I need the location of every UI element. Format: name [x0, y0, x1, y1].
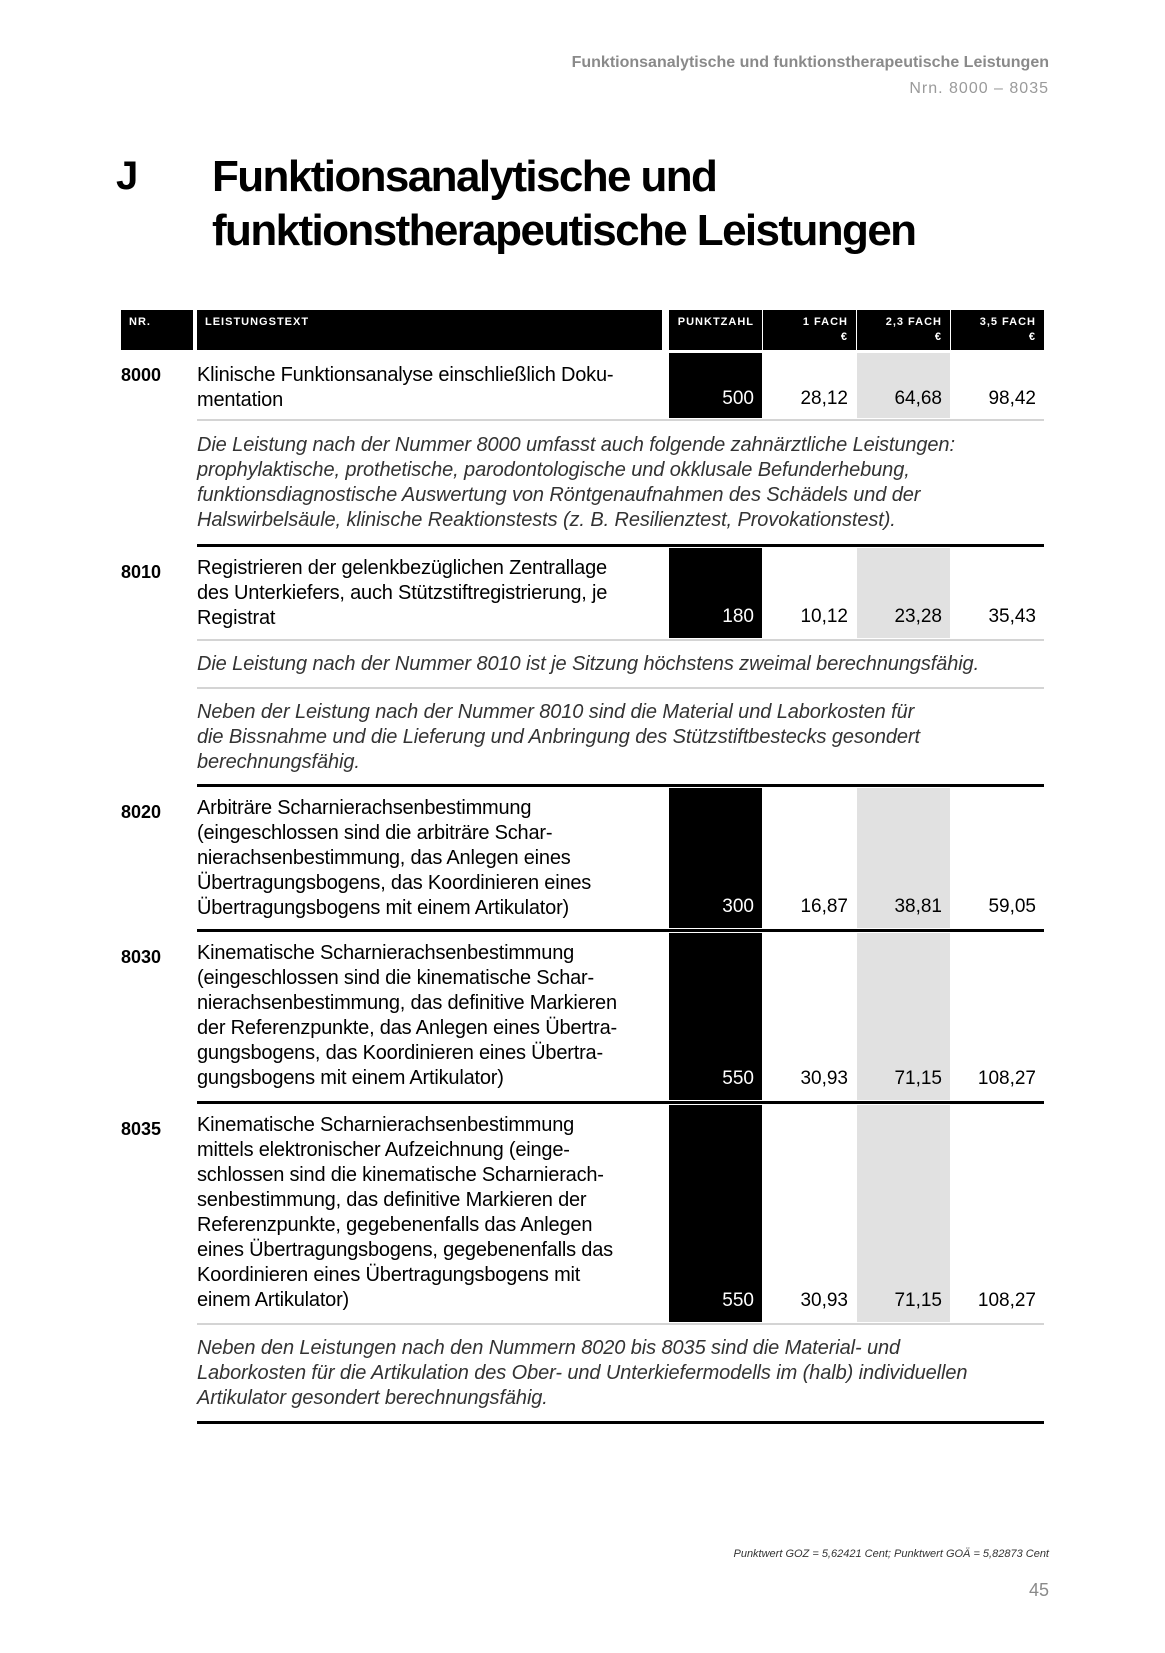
row-text: Registrieren der gelenkbezüglichen Zentrallage des Unterkiefers, auch Stützstiftregistrierung, je Registrat	[197, 557, 608, 629]
column-header-nr: NR.	[121, 310, 193, 350]
fach-1-cell: 30,93	[800, 1290, 848, 1311]
row-nr: 8030	[121, 947, 162, 967]
note-8010-material: Neben der Leistung nach der Nummer 8010 sind die Material und Laborkosten für die Bissnahme und die Lieferung und Anbringung des Stützstiftbestecks gesondert berechnungsfähig.	[197, 701, 920, 773]
row-divider	[197, 1101, 1044, 1104]
punktzahl-cell: 550	[669, 933, 762, 1100]
page-number: 45	[1028, 1580, 1049, 1600]
row-divider	[197, 639, 1044, 641]
row-text: Kinematische Scharnierachsenbestimmung mittels elektronischer Aufzeichnung (einge- schlossen sind die kinematische Scharnierach- senbestimmung, das definitive Markieren der Referenzpunkte, gegebenenfalls das Anlegen eines Übertragungsbogens, gegebenenfalls das Koordinieren eines Übertragungsbogens mit einem Artikulator)	[197, 1114, 613, 1311]
fach-3-5-cell: 59,05	[988, 896, 1036, 917]
punktwert-footnote: Punktwert GOZ = 5,62421 Cent; Punktwert GOÄ = 5,82873 Cent	[733, 1548, 1049, 1560]
row-divider	[197, 419, 1044, 421]
table-row	[121, 788, 1044, 928]
table-row	[121, 933, 1044, 1100]
fach-2-3-cell: 64,68	[857, 353, 950, 418]
table-row	[121, 1105, 1044, 1322]
fach-1-cell: 10,12	[800, 606, 848, 627]
running-header-range: Nrn. 8000 – 8035	[909, 80, 1049, 97]
column-header-1fach: 1 FACH €	[763, 310, 856, 350]
fach-3-5-cell: 108,27	[977, 1290, 1036, 1311]
row-divider	[197, 1323, 1044, 1325]
note-8020-8035-material: Neben den Leistungen nach den Nummern 8020 bis 8035 sind die Material- und Laborkosten für die Artikulation des Ober- und Unterkiefermodells im (halb) individuellen Artikulator gesondert berechnungsfähig.	[197, 1337, 968, 1409]
fach-2-3-cell: 71,15	[857, 933, 950, 1100]
table-row	[121, 548, 1044, 638]
punktzahl-cell: 550	[669, 1105, 762, 1322]
row-nr: 8035	[121, 1119, 162, 1139]
running-header-title: Funktionsanalytische und funktionstherapeutische Leistungen	[571, 54, 1049, 71]
row-nr: 8020	[121, 802, 162, 822]
row-divider	[197, 687, 1044, 689]
fach-2-3-cell: 38,81	[857, 788, 950, 928]
row-text: Arbiträre Scharnierachsenbestimmung (eingeschlossen sind die arbiträre Schar- nierachsenbestimmung, das Anlegen eines Übertragungsbogens, das Koordinieren eines Übertragungsbogens mit einem Artikulator)	[197, 797, 592, 919]
note-8000: Die Leistung nach der Nummer 8000 umfasst auch folgende zahnärztliche Leistungen: prophylaktische, prothetische, parodontologische und okklusale Befunderhebung, funktionsdiagnostische Auswertung von Röntgenaufnahmen des Schädels und der Halswirbelsäule, klinische Reaktionstests (z. B. Resilienztest, Provokationstest).	[197, 434, 955, 531]
fach-3-5-cell: 98,42	[988, 388, 1036, 409]
row-text: Klinische Funktionsanalyse einschließlich Doku- mentation	[197, 364, 614, 411]
row-divider	[197, 784, 1044, 787]
fach-3-5-cell: 35,43	[988, 606, 1036, 627]
section-title-line1: Funktionsanalytische und	[212, 152, 717, 201]
fach-3-5-cell: 108,27	[977, 1068, 1036, 1089]
punktzahl-cell: 500	[669, 353, 762, 418]
section-title-line2: funktionstherapeutische Leistungen	[212, 206, 916, 255]
section-title	[212, 150, 915, 258]
punktzahl-cell: 180	[669, 548, 762, 638]
fach-1-cell: 28,12	[800, 388, 848, 409]
row-divider	[197, 544, 1044, 547]
column-header-punktzahl: PUNKTZAHL	[669, 310, 762, 350]
row-divider	[197, 929, 1044, 932]
punktzahl-cell: 300	[669, 788, 762, 928]
table-row	[121, 353, 1044, 418]
column-header-2-3fach: 2,3 FACH €	[857, 310, 950, 350]
fach-1-cell: 30,93	[800, 1068, 848, 1089]
section-letter: J	[116, 154, 139, 198]
note-8010-frequency: Die Leistung nach der Nummer 8010 ist je Sitzung höchstens zweimal berechnungsfähig.	[197, 653, 980, 675]
fach-1-cell: 16,87	[800, 896, 848, 917]
fach-2-3-cell: 23,28	[857, 548, 950, 638]
column-header-3-5fach: 3,5 FACH €	[951, 310, 1044, 350]
row-text: Kinematische Scharnierachsenbestimmung (eingeschlossen sind die kinematische Schar- nierachsenbestimmung, das definitive Markieren der Referenzpunkte, das Anlegen eines Übertra- gungsbogens, das Koordinieren eines Übertra- gungsbogens mit einem Artikulator)	[197, 942, 617, 1089]
table-end-rule	[197, 1421, 1044, 1424]
column-header-leistungstext: LEISTUNGSTEXT	[197, 310, 662, 350]
fach-2-3-cell: 71,15	[857, 1105, 950, 1322]
row-nr: 8000	[121, 365, 162, 385]
row-nr: 8010	[121, 562, 162, 582]
